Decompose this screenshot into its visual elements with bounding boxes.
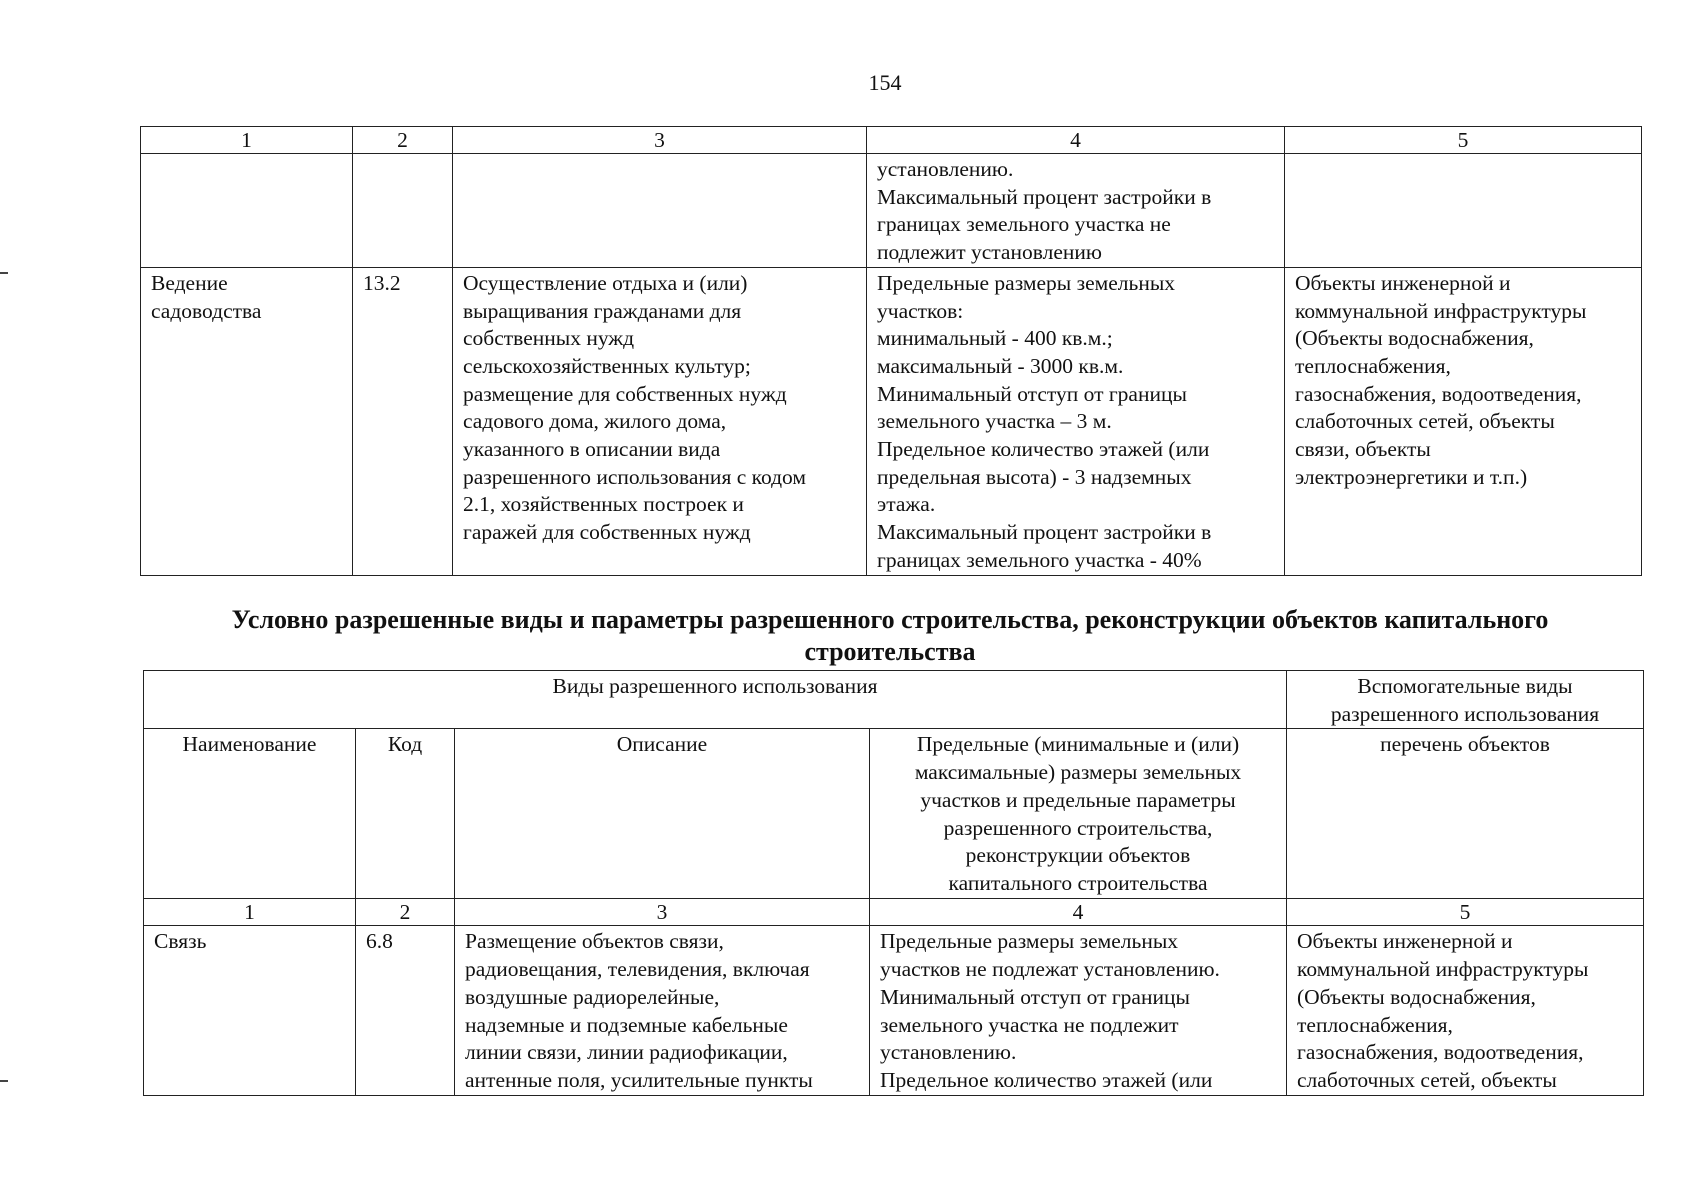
margin-mark (0, 272, 8, 274)
column-number-row (141, 127, 1642, 154)
cell-name: Связь (144, 926, 356, 1096)
cell-name (141, 154, 353, 268)
text-line: Предельные размеры земельных (880, 929, 1179, 954)
column-header-name: Наименование (144, 729, 356, 899)
text-line: Объекты инженерной и (1297, 929, 1513, 954)
text-line: Максимальный процент застройки в (877, 520, 1212, 545)
text-line: Предельное количество этажей (или (877, 437, 1210, 462)
text-line: (Объекты водоснабжения, (1295, 326, 1534, 351)
cell-description (453, 154, 867, 268)
section-title-line: Условно разрешенные виды и параметры разрешенного строительства, реконструкции объектов капитального (231, 605, 1549, 634)
text-line: указанного в описании вида (463, 437, 721, 462)
text-line: антенные поля, усилительные пункты (465, 1067, 813, 1092)
column-number: 2 (356, 899, 455, 926)
text-line: коммунальной инфраструктуры (1297, 957, 1589, 982)
column-number: 5 (1287, 899, 1644, 926)
text-line: связи, объекты (1295, 437, 1431, 462)
text-line: подлежит установлению (877, 240, 1102, 265)
text-line: Максимальный процент застройки в (877, 184, 1212, 209)
column-number: 4 (867, 127, 1285, 154)
column-number: 5 (1285, 127, 1642, 154)
text-line: реконструкции объектов (965, 843, 1191, 868)
text-line: надземные и подземные кабельные (465, 1012, 788, 1037)
text-line: Минимальный отступ от границы (880, 984, 1190, 1009)
cell-auxiliary (1285, 267, 1642, 575)
text-line: Предельное количество этажей (или (880, 1067, 1213, 1092)
text-line: участков не подлежат установлению. (880, 957, 1220, 982)
text-line: Ведение (151, 270, 228, 295)
text-line: капитального строительства (948, 870, 1208, 895)
cell-name (141, 267, 353, 575)
text-line: предельная высота) - 3 надземных (877, 464, 1192, 489)
text-line: слаботочных сетей, объекты (1295, 409, 1555, 434)
cell-code: 13.2 (353, 267, 453, 575)
text-line: максимальный - 3000 кв.м. (877, 353, 1124, 378)
text-line: Осуществление отдыха и (или) (463, 270, 748, 295)
text-line: радиовещания, телевидения, включая (465, 957, 810, 982)
table-row (141, 154, 1642, 268)
column-header-parameters (870, 729, 1287, 899)
cell-auxiliary (1285, 154, 1642, 268)
header-row (144, 729, 1644, 899)
text-line: собственных нужд (463, 326, 635, 351)
column-number: 4 (870, 899, 1287, 926)
text-line: участков и предельные параметры (920, 787, 1236, 812)
table-row (141, 267, 1642, 575)
text-line: электроэнергетики и т.п.) (1295, 464, 1528, 489)
text-line: коммунальной инфраструктуры (1295, 298, 1587, 323)
text-line: слаботочных сетей, объекты (1297, 1067, 1557, 1092)
column-number: 2 (353, 127, 453, 154)
header-main: Виды разрешенного использования (144, 671, 1287, 729)
text-line: участков: (877, 298, 964, 323)
text-line: Объекты инженерной и (1295, 270, 1511, 295)
cell-auxiliary (1287, 926, 1644, 1096)
column-number: 3 (455, 899, 870, 926)
column-header-description: Описание (455, 729, 870, 899)
text-line: установлению. (877, 157, 1014, 181)
margin-mark (0, 1080, 8, 1082)
text-line: Минимальный отступ от границы (877, 381, 1187, 406)
text-line: (Объекты водоснабжения, (1297, 984, 1536, 1009)
text-line: установлению. (880, 1040, 1017, 1065)
cell-description (453, 267, 867, 575)
table-conditional-uses (143, 670, 1644, 1096)
text-line: границах земельного участка - 40% (877, 547, 1202, 572)
cell-parameters (867, 267, 1285, 575)
text-line: линии связи, линии радиофикации, (465, 1040, 788, 1065)
text-line: Размещение объектов связи, (465, 929, 724, 954)
section-title (140, 604, 1640, 668)
header-auxiliary (1287, 671, 1644, 729)
text-line: разрешенного использования (1330, 701, 1600, 726)
text-line: этажа. (877, 492, 936, 517)
text-line: теплоснабжения, (1295, 353, 1451, 378)
text-line: Вспомогательные виды (1357, 674, 1573, 698)
text-line: минимальный - 400 кв.м.; (877, 326, 1113, 351)
table-row (144, 926, 1644, 1096)
column-number-row (144, 899, 1644, 926)
text-line: размещение для собственных нужд (463, 381, 787, 406)
text-line: газоснабжения, водоотведения, (1297, 1040, 1584, 1065)
text-line: газоснабжения, водоотведения, (1295, 381, 1582, 406)
text-line: 2.1, хозяйственных построек и (463, 492, 744, 517)
text-line: садового дома, жилого дома, (463, 409, 727, 434)
text-line: гаражей для собственных нужд (463, 520, 751, 545)
table-continuation (140, 126, 1642, 576)
text-line: сельскохозяйственных культур; (463, 353, 751, 378)
column-header-auxiliary: перечень объектов (1287, 729, 1644, 899)
column-number: 1 (144, 899, 356, 926)
section-title-line: строительства (804, 637, 976, 666)
text-line: границах земельного участка не (877, 212, 1171, 237)
cell-description (455, 926, 870, 1096)
text-line: земельного участка не подлежит (880, 1012, 1179, 1037)
cell-code: 6.8 (356, 926, 455, 1096)
text-line: садоводства (151, 298, 262, 323)
text-line: выращивания гражданами для (463, 298, 742, 323)
text-line: разрешенного использования с кодом (463, 464, 806, 489)
text-line: Предельные (минимальные и (или) (916, 732, 1240, 757)
text-line: теплоснабжения, (1297, 1012, 1453, 1037)
text-line: воздушные радиорелейные, (465, 984, 720, 1009)
text-line: земельного участка – 3 м. (877, 409, 1112, 434)
header-row (144, 671, 1644, 729)
page-number: 154 (868, 70, 902, 95)
cell-code (353, 154, 453, 268)
column-number: 3 (453, 127, 867, 154)
cell-parameters (867, 154, 1285, 268)
cell-parameters (870, 926, 1287, 1096)
text-line: разрешенного строительства, (943, 815, 1213, 840)
text-line: Предельные размеры земельных (877, 270, 1176, 295)
column-number: 1 (141, 127, 353, 154)
text-line: максимальные) размеры земельных (914, 760, 1242, 785)
column-header-code: Код (356, 729, 455, 899)
